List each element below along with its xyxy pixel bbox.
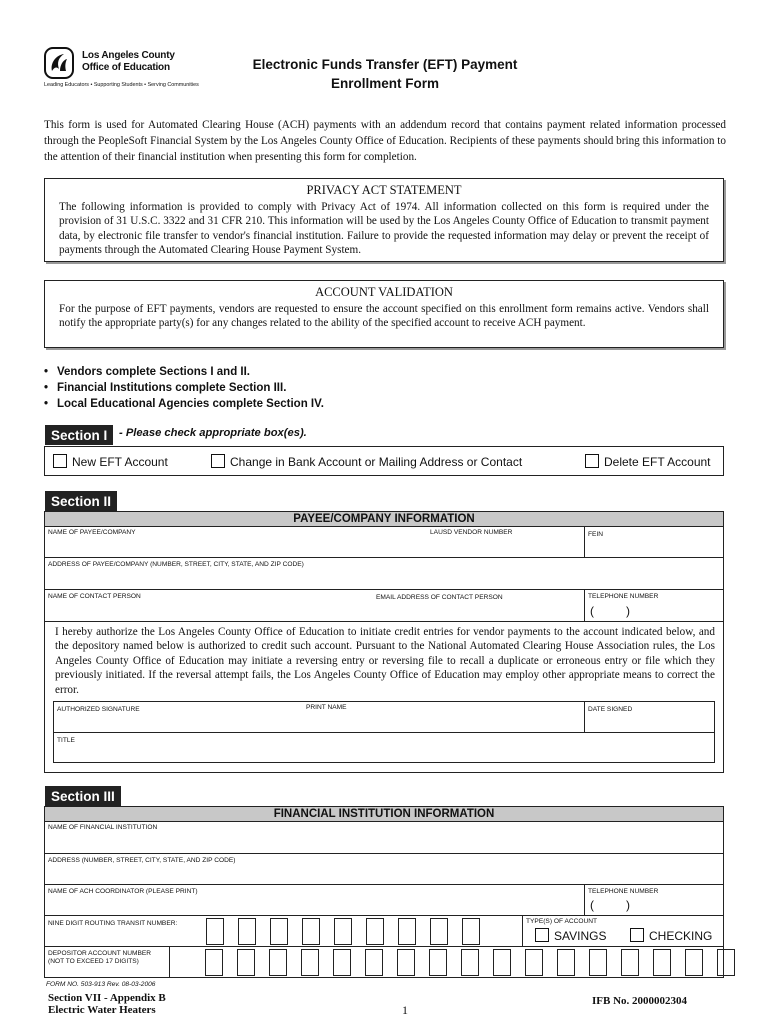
checking-checkbox[interactable] xyxy=(630,928,644,942)
digit-box[interactable] xyxy=(398,918,416,945)
page-number: 1 xyxy=(402,1003,408,1017)
divider xyxy=(584,527,585,557)
footer-section-ref xyxy=(48,992,166,1016)
divider xyxy=(584,702,585,732)
fein-label: FEIN xyxy=(588,531,604,538)
lacoe-logo xyxy=(44,47,74,79)
payee-name-label: NAME OF PAYEE/COMPANY xyxy=(48,529,136,536)
digit-box[interactable] xyxy=(238,918,256,945)
signature-row[interactable] xyxy=(54,702,714,733)
digit-box[interactable] xyxy=(334,918,352,945)
digit-box[interactable] xyxy=(717,949,735,976)
org-name xyxy=(82,50,175,74)
privacy-act-box xyxy=(44,178,724,262)
option-delete-eft[interactable] xyxy=(585,455,711,470)
digit-box[interactable] xyxy=(525,949,543,976)
digit-box[interactable] xyxy=(429,949,447,976)
account-validation-title: ACCOUNT VALIDATION xyxy=(315,285,453,299)
ach-coordinator-label: NAME OF ACH COORDINATOR (PLEASE PRINT) xyxy=(48,888,198,895)
phone-close-paren: ) xyxy=(626,898,630,912)
date-signed-label: DATE SIGNED xyxy=(588,706,633,713)
payee-name-row[interactable] xyxy=(45,527,723,558)
digit-box[interactable] xyxy=(493,949,511,976)
new-eft-checkbox[interactable] xyxy=(53,454,67,468)
fi-name-row[interactable] xyxy=(45,822,723,854)
digit-box[interactable] xyxy=(270,918,288,945)
fi-address-row[interactable] xyxy=(45,854,723,885)
org-name-line2: Office of Education xyxy=(82,62,170,73)
new-eft-label: New EFT Account xyxy=(72,455,168,469)
payee-company-table xyxy=(44,511,724,773)
account-number-limit: (NOT TO EXCEED 17 DIGITS) xyxy=(48,958,139,965)
digit-box[interactable] xyxy=(397,949,415,976)
digit-box[interactable] xyxy=(366,918,384,945)
digit-box[interactable] xyxy=(365,949,383,976)
account-type-label: TYPE(S) OF ACCOUNT xyxy=(526,918,598,925)
routing-row xyxy=(45,916,723,947)
digit-box[interactable] xyxy=(301,949,319,976)
account-number-label: DEPOSITOR ACCOUNT NUMBER xyxy=(48,950,152,957)
digit-box[interactable] xyxy=(333,949,351,976)
section-1-tab: Section I xyxy=(45,425,113,445)
change-account-label: Change in Bank Account or Mailing Address or Contact xyxy=(230,455,523,469)
account-validation-box xyxy=(44,280,724,348)
savings-label: SAVINGS xyxy=(554,929,607,943)
phone-open-paren: ( xyxy=(590,898,594,912)
footer-section-line2: Electric Water Heaters xyxy=(48,1004,156,1016)
routing-number-label: NINE DIGIT ROUTING TRANSIT NUMBER: xyxy=(48,920,178,927)
digit-box[interactable] xyxy=(237,949,255,976)
divider xyxy=(584,590,585,621)
vendor-number-label: LAUSD VENDOR NUMBER xyxy=(430,529,513,536)
title-row[interactable] xyxy=(54,733,714,763)
digit-box[interactable] xyxy=(685,949,703,976)
checking-label: CHECKING xyxy=(649,929,713,943)
org-tagline: Leading Educators • Supporting Students • Serving Communities xyxy=(44,82,199,88)
signature-block xyxy=(53,701,715,763)
privacy-act-title: PRIVACY ACT STATEMENT xyxy=(306,183,462,197)
digit-box[interactable] xyxy=(589,949,607,976)
title-label: TITLE xyxy=(57,737,75,744)
instruction-item: • Financial Institutions complete Section III. xyxy=(44,380,324,396)
account-number-row xyxy=(45,947,723,978)
financial-institution-table xyxy=(44,806,724,978)
financial-institution-heading: FINANCIAL INSTITUTION INFORMATION xyxy=(45,807,723,822)
savings-checkbox[interactable] xyxy=(535,928,549,942)
digit-box[interactable] xyxy=(462,918,480,945)
digit-box[interactable] xyxy=(653,949,671,976)
account-validation-body: For the purpose of EFT payments, vendors are requested to ensure the account specified on this enrollment form remains active. Vendors shall notify the appropriate party(s) for any changes related to the ability of the specified account to receive ACH payment. xyxy=(59,303,709,330)
option-savings[interactable] xyxy=(535,929,606,944)
privacy-act-body: The following information is provided to comply with Privacy Act of 1974. All information collected on this form is required under the provision of 31 U.S.C. 3322 and 31 CFR 210. This information will be used by the Los Angeles County Office of Education to transmit payment data, by electronic file transfer to vendor's financial institution. Failure to provide the requested information may delay or prevent the receipt of payments through the Automated Clearing House Payment System. xyxy=(59,201,709,257)
contact-row[interactable] xyxy=(45,590,723,622)
payee-address-row[interactable] xyxy=(45,558,723,590)
phone-open-paren: ( xyxy=(590,604,594,618)
fi-name-label: NAME OF FINANCIAL INSTITUTION xyxy=(48,824,158,831)
form-title xyxy=(220,55,550,93)
instruction-item: • Local Educational Agencies complete Section IV. xyxy=(44,396,324,412)
telephone-label: TELEPHONE NUMBER xyxy=(588,593,659,600)
delete-eft-checkbox[interactable] xyxy=(585,454,599,468)
digit-box[interactable] xyxy=(430,918,448,945)
option-checking[interactable] xyxy=(630,929,712,944)
payee-company-heading: PAYEE/COMPANY INFORMATION xyxy=(45,512,723,527)
digit-box[interactable] xyxy=(557,949,575,976)
digit-box[interactable] xyxy=(205,949,223,976)
option-new-eft[interactable] xyxy=(53,455,168,470)
footer-section-line1: Section VII - Appendix B xyxy=(48,992,166,1004)
authorization-statement: I hereby authorize the Los Angeles County Office of Education to initiate credit entries for vendor payments to the account indicated below, and the depository named below is authorized to credit such account. Pursuant to the National Automated Clearing House Association rules, the Los Angeles County Office of Education may initiate a reversing entry or reversing file to recall a duplicate or erroneous entry or file which they previously initiated. If the reversal attempt fails, the Los Angeles County Office of Education may employ other appropriate means to correct the error. xyxy=(55,626,715,696)
delete-eft-label: Delete EFT Account xyxy=(604,455,711,469)
digit-box[interactable] xyxy=(302,918,320,945)
form-title-line2: Enrollment Form xyxy=(330,76,439,91)
print-name-label: PRINT NAME xyxy=(306,704,347,711)
section-3-tab: Section III xyxy=(45,786,121,806)
org-name-line1: Los Angeles County xyxy=(82,50,175,61)
logo-swirl-icon xyxy=(48,51,70,75)
phone-close-paren: ) xyxy=(626,604,630,618)
instruction-item: • Vendors complete Sections I and II. xyxy=(44,364,324,380)
section-1-note: - Please check appropriate box(es). xyxy=(119,427,307,439)
divider xyxy=(584,885,585,915)
contact-name-label: NAME OF CONTACT PERSON xyxy=(48,593,141,600)
option-change-account[interactable] xyxy=(211,455,522,470)
digit-box[interactable] xyxy=(269,949,287,976)
divider xyxy=(522,916,523,946)
fi-address-label: ADDRESS (NUMBER, STREET, CITY, STATE, AND ZIP CODE) xyxy=(48,857,236,864)
fi-telephone-label: TELEPHONE NUMBER xyxy=(588,888,659,895)
contact-email-label: EMAIL ADDRESS OF CONTACT PERSON xyxy=(376,594,503,601)
account-number-label-cell xyxy=(45,947,170,977)
form-number: FORM NO. 503-913 Rev. 08-03-2006 xyxy=(46,981,156,988)
change-account-checkbox[interactable] xyxy=(211,454,225,468)
section-2-tab: Section II xyxy=(45,491,117,511)
ifb-number: IFB No. 2000002304 xyxy=(592,995,688,1007)
payee-address-label: ADDRESS OF PAYEE/COMPANY (NUMBER, STREET, CITY, STATE, AND ZIP CODE) xyxy=(48,561,304,568)
signature-label: AUTHORIZED SIGNATURE xyxy=(57,706,140,713)
instructions-list xyxy=(44,364,324,412)
digit-box[interactable] xyxy=(206,918,224,945)
ach-coordinator-row[interactable] xyxy=(45,885,723,916)
intro-paragraph: This form is used for Automated Clearing House (ACH) payments with an addendum record that contains payment related information processed through the PeopleSoft Financial System by the Los Angeles County Office of Education. Recipients of these payments should bring this information to the attention of their financial institution when presenting this form for completion. xyxy=(44,119,726,163)
digit-box[interactable] xyxy=(621,949,639,976)
section-1-options xyxy=(44,446,724,476)
form-title-line1: Electronic Funds Transfer (EFT) Payment xyxy=(252,57,518,72)
digit-box[interactable] xyxy=(461,949,479,976)
